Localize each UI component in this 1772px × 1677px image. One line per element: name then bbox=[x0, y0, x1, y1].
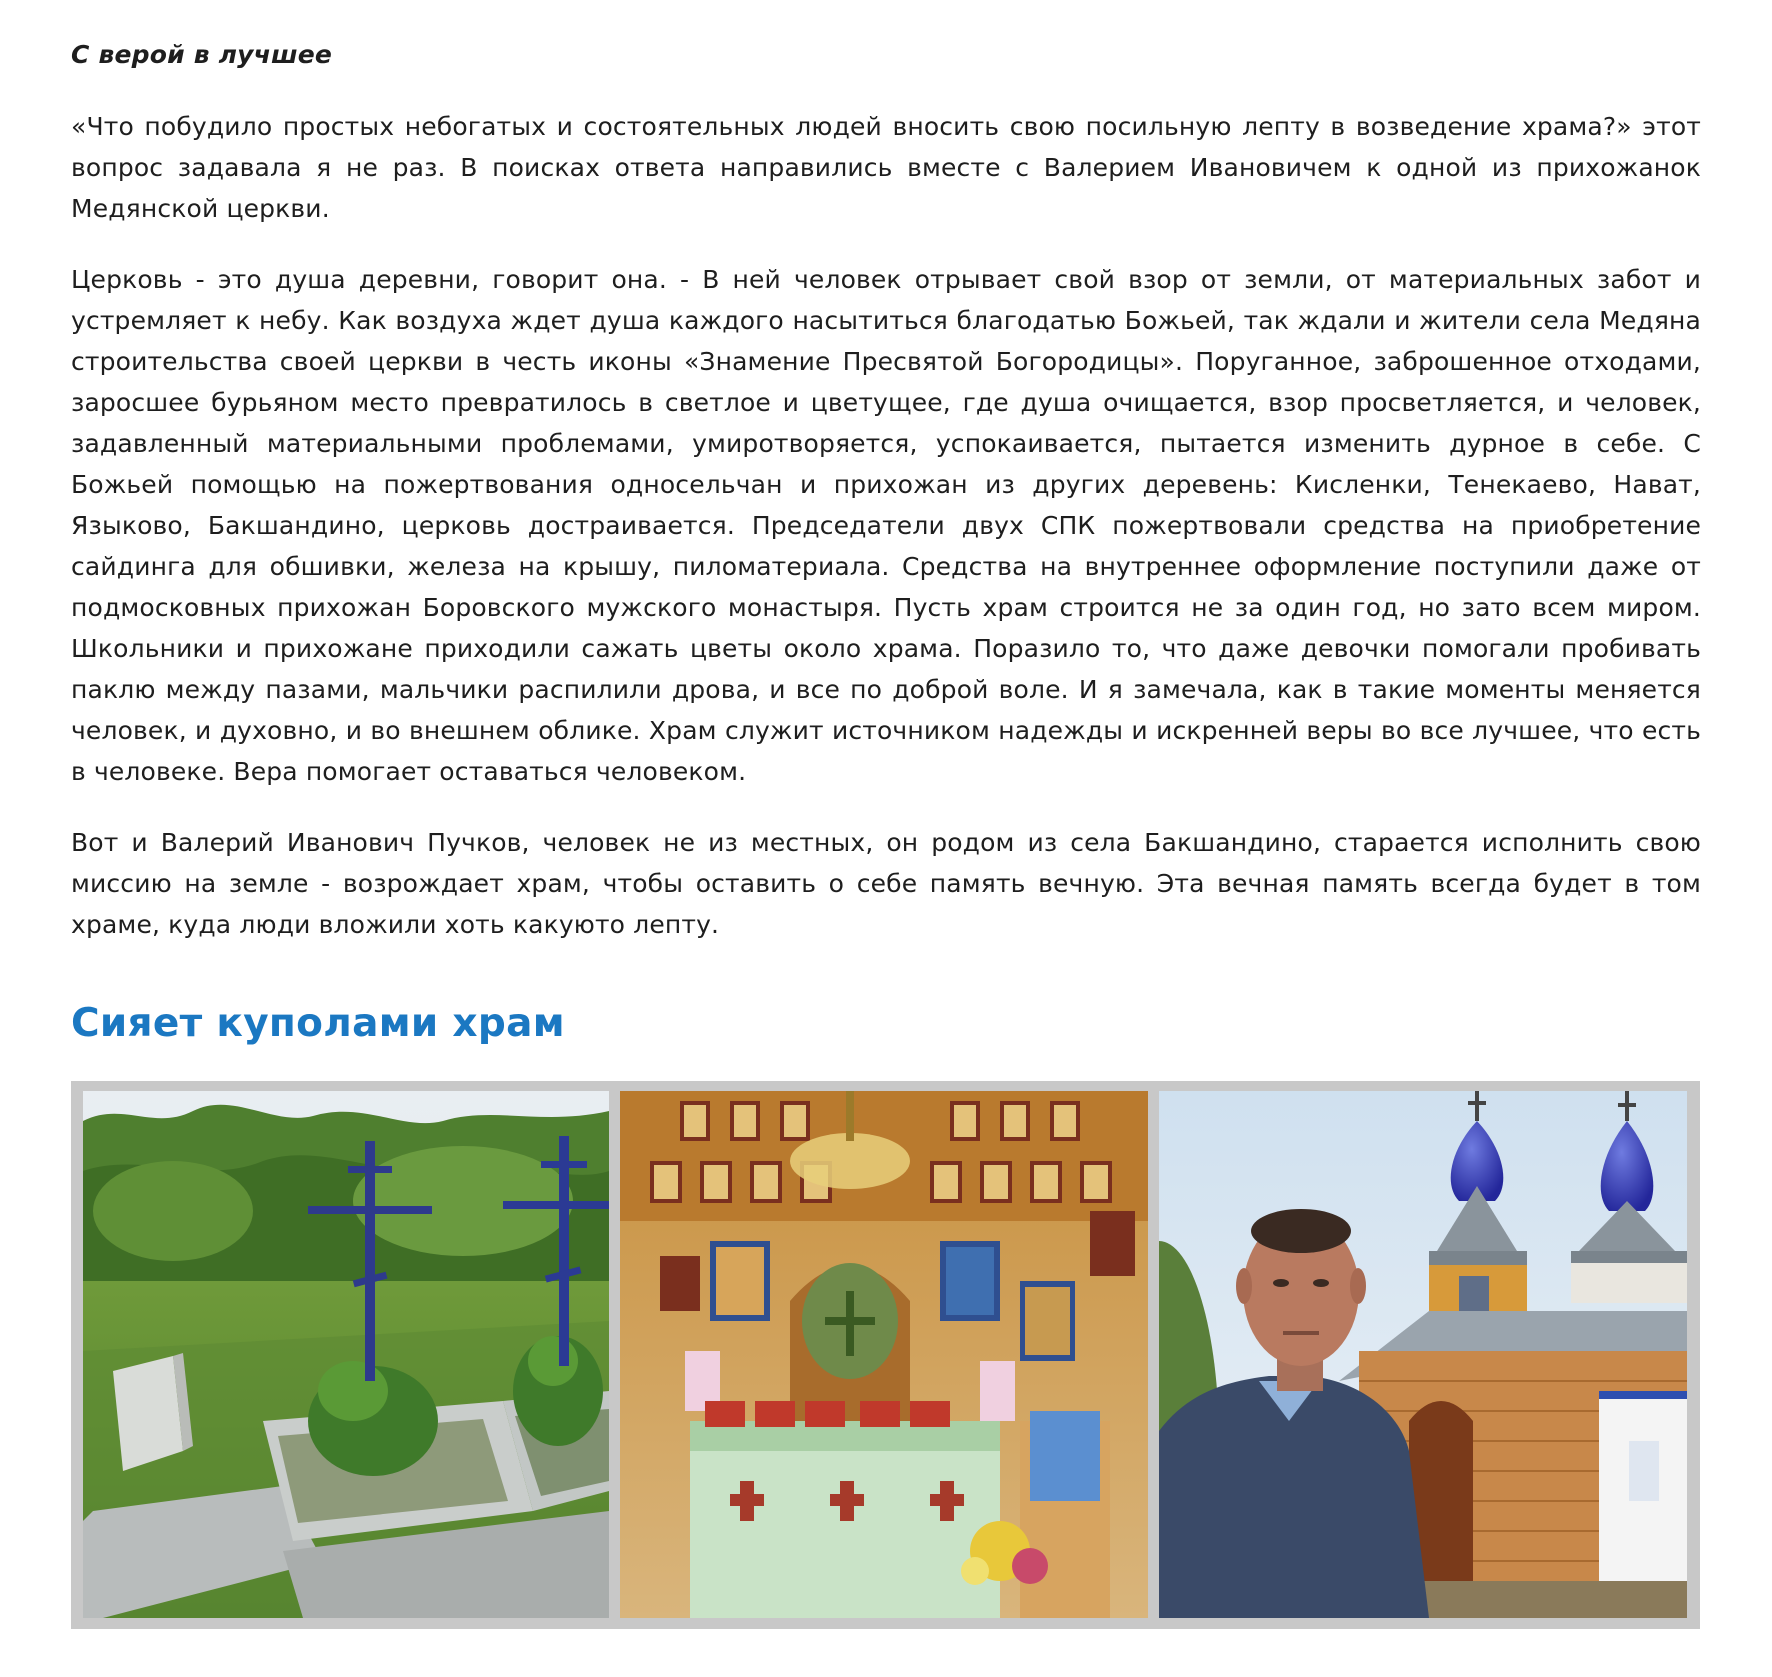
photo-gallery bbox=[71, 1081, 1700, 1629]
article-subtitle: С верой в лучшее bbox=[71, 40, 333, 69]
article bbox=[71, 34, 1701, 1049]
iconostasis-image bbox=[620, 1091, 1148, 1618]
man-and-church-image bbox=[1159, 1091, 1687, 1618]
section-title[interactable]: Сияет куполами храм bbox=[71, 1001, 565, 1046]
graves-image bbox=[83, 1091, 609, 1618]
article-paragraph: Вот и Валерий Иванович Пучков, человек не из местных, он родом из села Бакшандино, старается исполнить свою миссию на земле - возрождает храм, чтобы оставить о себе память вечную. Эта вечная память всегда будет в том храме, куда люди вложили хоть какуюто лепту. bbox=[71, 828, 1701, 939]
photo-graves-with-crosses[interactable] bbox=[83, 1091, 609, 1618]
photo-man-and-church[interactable] bbox=[1159, 1091, 1687, 1618]
article-paragraph: Церковь - это душа деревни, говорит она. - В ней человек отрывает свой взор от земли, от материальных забот и устремляет к небу. Как воздуха ждет душа каждого насытиться благодатью Божьей, так ждали и жители села Медяна строительства своей церкви в честь иконы «Знамение Пресвятой Богородицы». Поруганное, заброшенное отходами, заросшее бурьяном место превратилось в светлое и цветущее, где душа очищается, взор просветляется, и человек, задавленный материальными проблемами, умиротворяется, успокаивается, пытается изменить дурное в себе. С Божьей помощью на пожертвования односельчан и прихожан из других деревень: Кисленки, Тенекаево, Нават, Языково, Бакшандино, церковь достраивается. Председатели двух СПК пожертвовали средства на приобретение сайдинга для обшивки, железа на крышу, пиломатериала. Средства на внутреннее оформление поступили даже от подмосковных прихожан Боровского мужского монастыря. Пусть храм строится не за один год, но зато всем миром. Школьники и прихожане приходили сажать цветы около храма. Поразило то, что даже девочки помогали пробивать паклю между пазами, мальчики распилили дрова, и все по доброй воле. И я замечала, как в такие моменты меняется человек, и духовно, и во внешнем облике. Храм служит источником надежды и искренней веры во все лучшее, что есть в человеке. Вера помогает оставаться человеком. bbox=[71, 265, 1701, 786]
article-paragraph: «Что побудило простых небогатых и состоятельных людей вносить свою посильную лепту в возведение храма?» этот вопрос задавала я не раз. В поисках ответа направились вместе с Валерием Ивановичем к одной из прихожанок Медянской церкви. bbox=[71, 112, 1701, 223]
photo-church-interior[interactable] bbox=[620, 1091, 1148, 1618]
